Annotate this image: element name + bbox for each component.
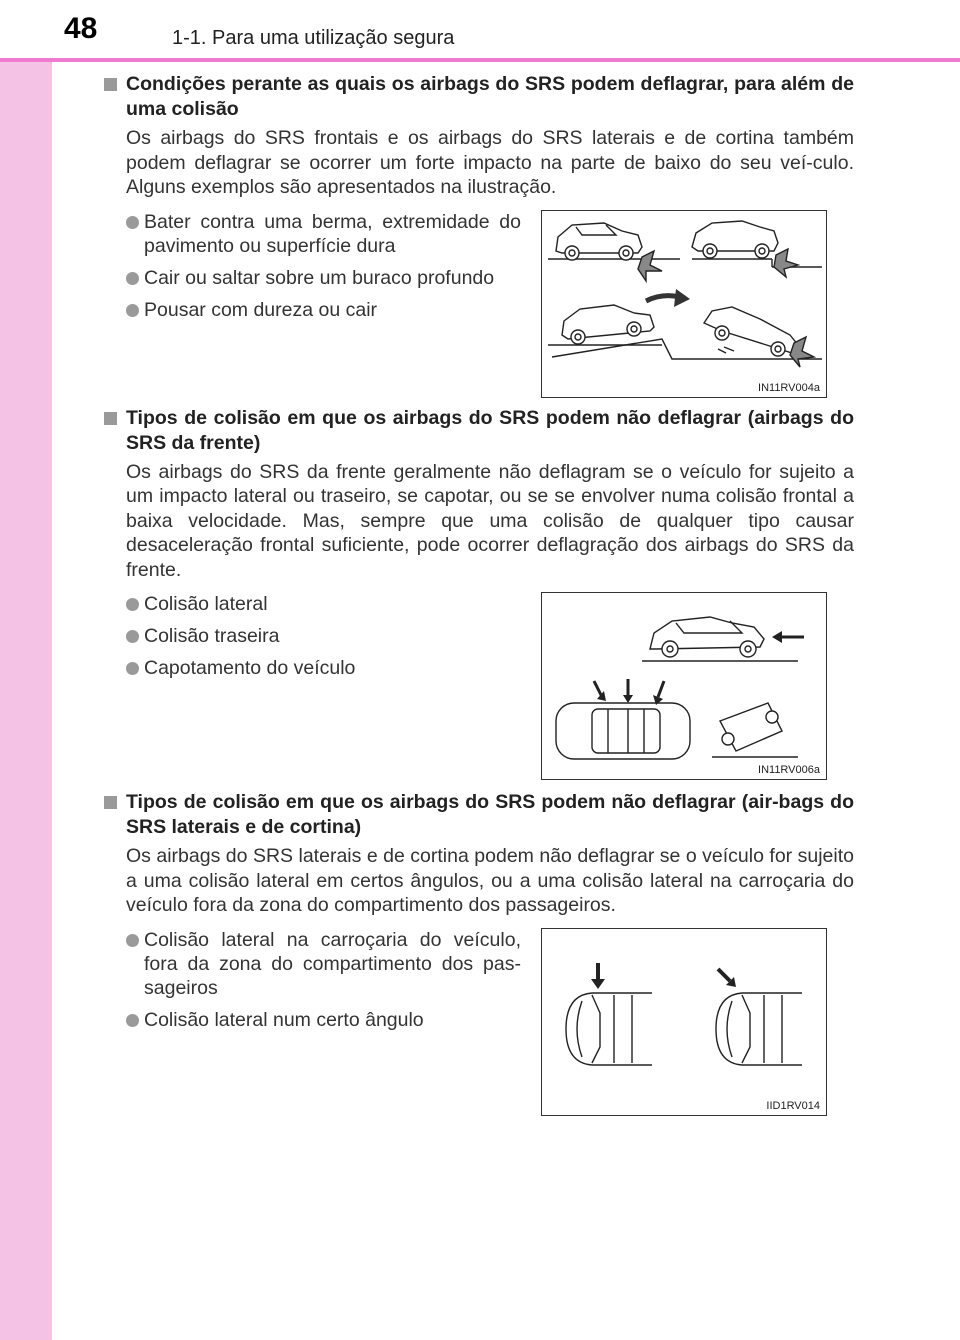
page-header (0, 0, 960, 58)
square-bullet-icon (104, 78, 117, 91)
side-angle-impact-drawing (542, 929, 826, 1115)
bullet-list (126, 928, 521, 1032)
page-content (104, 72, 854, 1120)
circle-bullet-icon (126, 272, 139, 285)
section-paragraph: Os airbags do SRS frontais e os airbags do SRS laterais e de cortina também podem deflagrar se ocorrer um forte impacto na parte de baixo do seu veí-culo. Alguns exemplos são apresentados na ilustração. (126, 127, 854, 198)
side-rear-rollover-drawing (542, 593, 826, 779)
circle-bullet-icon (126, 662, 139, 675)
section-paragraph: Os airbags do SRS da frente geralmente não deflagram se o veículo for sujeito a um impacto lateral ou traseiro, se capotar, ou se se envolver numa colisão frontal a baixa velocidade. Mas, sempre que uma colisão de qualquer tipo causar desaceleração frontal suficiente, pode ocorrer deflagração dos airbags do SRS da frente. (126, 460, 854, 581)
list-item: Pousar com dureza ou cair (126, 298, 521, 322)
square-bullet-icon (104, 412, 117, 425)
figure-code: IN11RV006a (758, 764, 820, 776)
figure-code: IN11RV004a (758, 381, 820, 394)
heading-text: Condições perante as quais os airbags do SRS podem deflagrar, para além de uma colisão (126, 73, 854, 120)
circle-bullet-icon (126, 216, 139, 229)
section-airbags-other-impacts (104, 72, 854, 402)
circle-bullet-icon (126, 630, 139, 643)
bullets-figure-row (104, 592, 854, 784)
section-heading (104, 790, 854, 840)
section-side-curtain-no-deploy (104, 790, 854, 1120)
list-item: Cair ou saltar sobre um buraco profundo (126, 266, 521, 290)
section-heading (104, 406, 854, 456)
circle-bullet-icon (126, 1014, 139, 1027)
bullets-figure-row (104, 210, 854, 402)
illustration-side-rear-rollover (541, 592, 827, 780)
section-title: 1-1. Para uma utilização segura (172, 27, 455, 49)
heading-text: Tipos de colisão em que os airbags do SRS podem não deflagrar (airbags do SRS da frente) (126, 406, 854, 454)
bullets-figure-row (104, 928, 854, 1120)
header-rule (0, 58, 960, 62)
circle-bullet-icon (126, 598, 139, 611)
bullet-list (126, 592, 521, 680)
square-bullet-icon (104, 796, 117, 809)
list-item: Colisão lateral num certo ângulo (126, 1008, 521, 1032)
illustration-side-angle-impacts (541, 928, 827, 1116)
section-heading (104, 72, 854, 122)
circle-bullet-icon (126, 304, 139, 317)
list-item: Colisão lateral (126, 592, 521, 616)
circle-bullet-icon (126, 934, 139, 947)
bullet-list (126, 210, 521, 322)
section-front-airbags-no-deploy (104, 406, 854, 785)
figure-code: IID1RV014 (766, 1099, 820, 1112)
list-item: Colisão lateral na carroçaria do veículo, fora da zona do compartimento dos pas-sageiros (126, 928, 521, 1000)
heading-text: Tipos de colisão em que os airbags do SRS podem não deflagrar (air-bags do SRS laterais e de cortina) (126, 791, 854, 838)
list-item: Bater contra uma berma, extremidade do pavimento ou superfície dura (126, 210, 521, 258)
list-item: Colisão traseira (126, 624, 521, 648)
page-number: 48 (64, 12, 98, 45)
list-item: Capotamento do veículo (126, 656, 521, 680)
illustration-underbody-impacts (541, 210, 827, 398)
section-paragraph: Os airbags do SRS laterais e de cortina podem não deflagrar se o veículo for sujeito a uma colisão lateral em certos ângulos, ou a uma colisão lateral na carroçaria do veículo fora da zona do compartimento dos passageiros. (126, 845, 854, 916)
underbody-impact-drawing (542, 211, 826, 397)
side-color-strip (0, 0, 52, 1340)
